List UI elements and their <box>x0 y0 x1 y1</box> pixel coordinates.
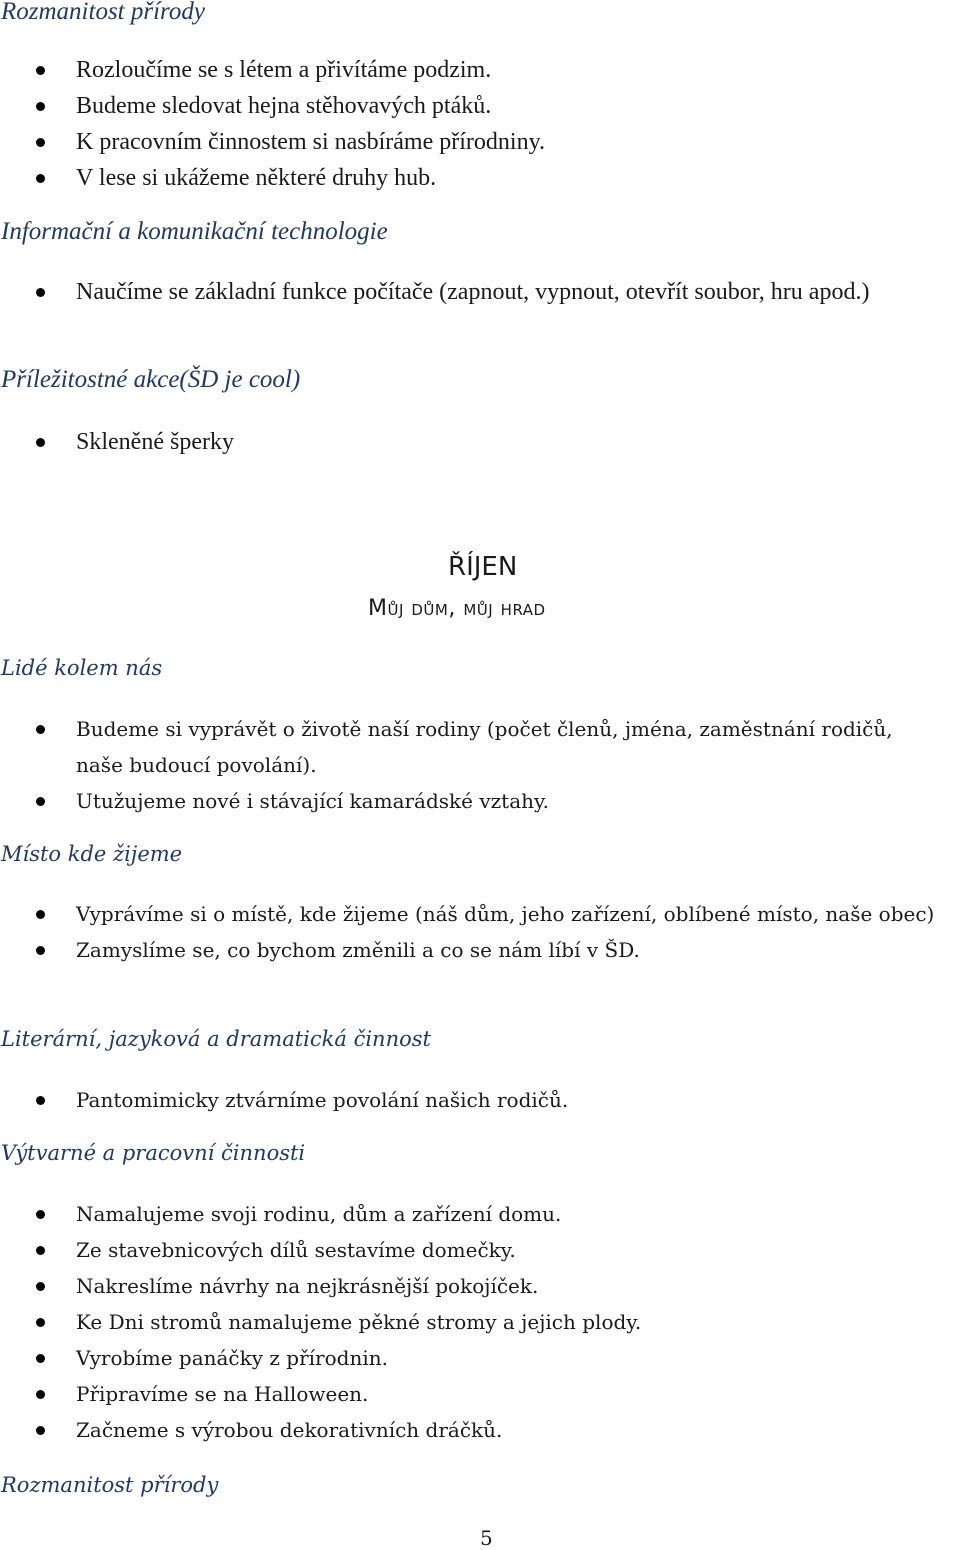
list-item: Pantomimicky ztvárníme povolání našich rodičů. <box>0 1082 940 1118</box>
list-item: Namalujeme svoji rodinu, dům a zařízení domu. <box>0 1196 940 1232</box>
section-heading-place: Místo kde žijeme <box>1 842 183 866</box>
section-heading-ict: Informační a komunikační technologie <box>1 218 388 245</box>
section-heading-literary: Literární, jazyková a dramatická činnost <box>1 1027 431 1051</box>
list-item: Vyrobíme panáčky z přírodnin. <box>0 1340 940 1376</box>
list-item: Vyprávíme si o místě, kde žijeme (náš dům, jeho zařízení, oblíbené místo, naše obec) <box>0 896 940 932</box>
page-number: 5 <box>480 1526 493 1550</box>
list-item: Skleněné šperky <box>0 424 940 460</box>
list-item: Rozloučíme se s létem a přivítáme podzim. <box>0 52 940 88</box>
place-list <box>0 896 940 968</box>
section-heading-nature: Rozmanitost přírody <box>1 0 205 25</box>
nature-list <box>0 52 940 196</box>
list-item: Připravíme se na Halloween. <box>0 1376 940 1412</box>
literary-list <box>0 1082 940 1118</box>
list-item: Ke Dni stromů namalujeme pěkné stromy a jejich plody. <box>0 1304 940 1340</box>
month-subtitle: Můj dům, můj hrad <box>368 596 546 621</box>
list-item: Nakreslíme návrhy na nejkrásnější pokojíček. <box>0 1268 940 1304</box>
people-list <box>0 711 940 819</box>
list-item: Utužujeme nové i stávající kamarádské vztahy. <box>0 783 940 819</box>
ict-list <box>0 274 920 310</box>
list-item: Zamyslíme se, co bychom změnili a co se nám líbí v ŠD. <box>0 932 940 968</box>
section-heading-people: Lidé kolem nás <box>1 656 163 680</box>
section-heading-art: Výtvarné a pracovní činnosti <box>1 1141 306 1165</box>
list-item: V lese si ukážeme některé druhy hub. <box>0 160 940 196</box>
list-item: Začneme s výrobou dekorativních dráčků. <box>0 1412 940 1448</box>
occasional-list <box>0 424 940 460</box>
art-list <box>0 1196 940 1448</box>
month-title: ŘÍJEN <box>448 552 518 582</box>
list-item: K pracovním činnostem si nasbíráme přírodniny. <box>0 124 940 160</box>
list-item: Naučíme se základní funkce počítače (zapnout, vypnout, otevřít soubor, hru apod.) <box>0 274 920 310</box>
list-item: Budeme si vyprávět o životě naší rodiny (počet členů, jména, zaměstnání rodičů, naše budoucí povolání). <box>0 711 940 783</box>
list-item: Ze stavebnicových dílů sestavíme domečky. <box>0 1232 940 1268</box>
section-heading-nature-bottom: Rozmanitost přírody <box>1 1473 219 1497</box>
section-heading-occasional: Příležitostné akce(ŠD je cool) <box>1 366 301 393</box>
list-item: Budeme sledovat hejna stěhovavých ptáků. <box>0 88 940 124</box>
